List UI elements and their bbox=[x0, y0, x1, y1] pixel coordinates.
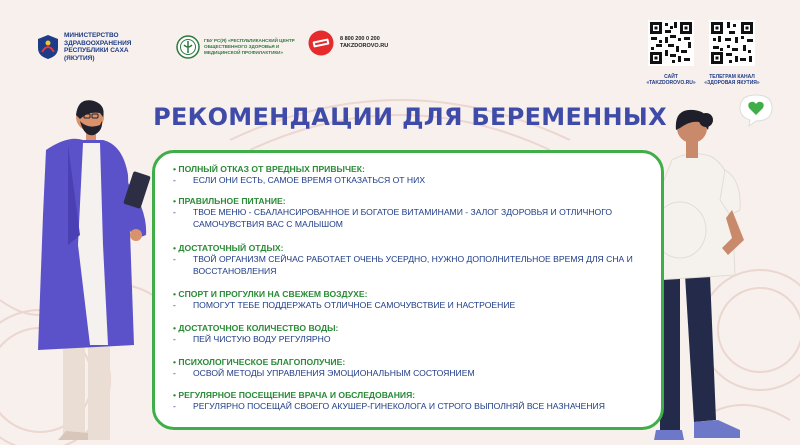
dash-marker: - bbox=[173, 300, 176, 310]
recommendation-item bbox=[173, 243, 663, 277]
recommendation-text: ОСВОЙ МЕТОДЫ УПРАВЛЕНИЯ ЭМОЦИОНАЛЬНЫМ СОСТОЯНИЕМ bbox=[193, 368, 475, 378]
qr-code-icon[interactable] bbox=[709, 20, 755, 66]
header bbox=[0, 0, 800, 100]
center-name: ГБУ РС(Я) «РЕСПУБЛИКАНСКИЙ ЦЕНТР ОБЩЕСТВЕННОГО ЗДОРОВЬЯ И МЕДИЦИНСКОЙ ПРОФИЛАКТИКИ» bbox=[204, 38, 295, 55]
hotline-phone: 8 800 200 0 200 bbox=[340, 35, 380, 42]
recommendation-text: ПОМОГУТ ТЕБЕ ПОДДЕРЖАТЬ ОТЛИЧНОЕ САМОЧУВСТВИЕ И НАСТРОЕНИЕ bbox=[193, 300, 516, 310]
qr-telegram-caption: ТЕЛЕГРАМ КАНАЛ «ЗДОРОВАЯ ЯКУТИЯ» bbox=[704, 74, 760, 86]
page-title: РЕКОМЕНДАЦИИ ДЛЯ БЕРЕМЕННЫХ bbox=[153, 103, 667, 131]
dash-marker: - bbox=[173, 254, 176, 264]
dash-marker: - bbox=[173, 175, 176, 185]
recommendation-heading: • ПРАВИЛЬНОЕ ПИТАНИЕ: bbox=[173, 196, 286, 206]
dash-marker: - bbox=[173, 401, 176, 411]
recommendation-text: РЕГУЛЯРНО ПОСЕЩАЙ СВОЕГО АКУШЕР-ГИНЕКОЛОГА И СТРОГО ВЫПОЛНЯЙ ВСЕ НАЗНАЧЕНИЯ bbox=[193, 401, 605, 411]
center-logo-icon bbox=[176, 35, 200, 59]
takzdorovo-logo-icon bbox=[308, 30, 334, 56]
recommendation-text: ТВОЕ МЕНЮ - СБАЛАНСИРОВАННОЕ И БОГАТОЕ ВИТАМИНАМИ - ЗАЛОГ ЗДОРОВЬЯ И ОТЛИЧНОГО САМОЧУВСТВИЯ ВАС С МАЛЫШОМ bbox=[193, 207, 613, 229]
qr-site-caption: САЙТ «TAKZDOROVO.RU» bbox=[646, 74, 696, 86]
recommendation-heading: • ПОЛНЫЙ ОТКАЗ ОТ ВРЕДНЫХ ПРИВЫЧЕК: bbox=[173, 164, 365, 174]
center-logo bbox=[176, 35, 299, 59]
ministry-emblem-icon bbox=[36, 34, 60, 60]
recommendation-item bbox=[173, 323, 663, 346]
takzdorovo-logo bbox=[308, 30, 410, 56]
man-with-tablet-illustration bbox=[8, 95, 158, 445]
site-address: TAKZDOROVO.RU bbox=[340, 43, 389, 49]
recommendation-item bbox=[173, 289, 663, 312]
recommendation-text: ТВОЙ ОРГАНИЗМ СЕЙЧАС РАБОТАЕТ ОЧЕНЬ УСЕРДНО, НУЖНО ДОПОЛНИТЕЛЬНОЕ ВРЕМЯ ДЛЯ СНА И ВОССТАНОВЛЕНИЯ bbox=[193, 254, 633, 276]
recommendation-heading: • СПОРТ И ПРОГУЛКИ НА СВЕЖЕМ ВОЗДУХЕ: bbox=[173, 289, 368, 299]
recommendation-text: ПЕЙ ЧИСТУЮ ВОДУ РЕГУЛЯРНО bbox=[193, 334, 331, 344]
ministry-logo bbox=[36, 32, 144, 62]
qr-code-icon[interactable] bbox=[648, 20, 694, 66]
takzdorovo-contacts bbox=[340, 36, 410, 51]
recommendation-heading: • РЕГУЛЯРНОЕ ПОСЕЩЕНИЕ ВРАЧА И ОБСЛЕДОВАНИЯ: bbox=[173, 390, 416, 400]
pregnant-woman-illustration bbox=[650, 100, 760, 445]
recommendation-item bbox=[173, 164, 663, 187]
recommendation-item bbox=[173, 357, 663, 380]
ministry-name: МИНИСТЕРСТВО ЗДРАВООХРАНЕНИЯ РЕСПУБЛИКИ САХА (ЯКУТИЯ) bbox=[64, 32, 132, 62]
qr-site-block[interactable] bbox=[640, 20, 702, 86]
recommendation-heading: • ДОСТАТОЧНЫЙ ОТДЫХ: bbox=[173, 243, 284, 253]
recommendation-item bbox=[173, 196, 663, 230]
recommendation-heading: • ДОСТАТОЧНОЕ КОЛИЧЕСТВО ВОДЫ: bbox=[173, 323, 339, 333]
dash-marker: - bbox=[173, 207, 176, 217]
recommendation-heading: • ПСИХОЛОГИЧЕСКОЕ БЛАГОПОЛУЧИЕ: bbox=[173, 357, 346, 367]
recommendation-text: ЕСЛИ ОНИ ЕСТЬ, САМОЕ ВРЕМЯ ОТКАЗАТЬСЯ ОТ НИХ bbox=[193, 175, 426, 185]
qr-telegram-block[interactable] bbox=[701, 20, 763, 86]
dash-marker: - bbox=[173, 368, 176, 378]
recommendation-item bbox=[173, 390, 663, 413]
dash-marker: - bbox=[173, 334, 176, 344]
